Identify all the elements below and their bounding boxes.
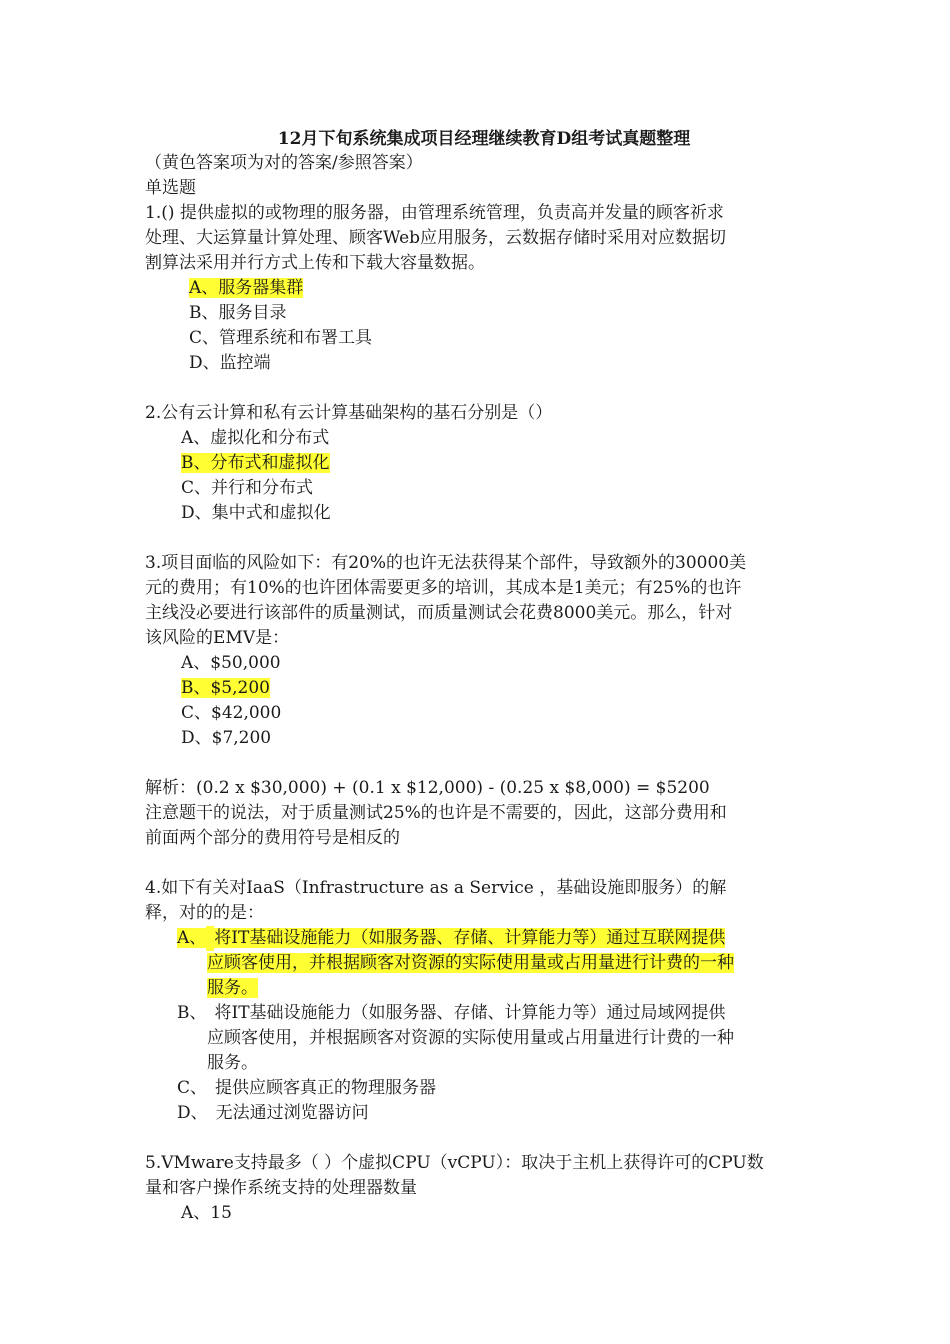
option-label: A、 — [177, 928, 207, 948]
question-text-line: 处理、大运算量计算处理、顾客Web应用服务，云数据存储时采用对应数据切 — [145, 228, 727, 248]
spacer — [145, 751, 815, 776]
option-label: B、 — [177, 1003, 207, 1023]
option-text-line: 提供应顾客真正的物理服务器 — [215, 1078, 437, 1098]
spacer — [145, 851, 815, 876]
question-text-line: 1.() 提供虚拟的或物理的服务器，由管理系统管理，负责高并发量的顾客祈求 — [145, 203, 724, 223]
analysis — [145, 776, 815, 851]
analysis-line: 前面两个部分的费用符号是相反的 — [145, 828, 400, 848]
option-a — [145, 926, 815, 1001]
correct-answer-highlight: B、分布式和虚拟化 — [181, 453, 330, 473]
spacer — [145, 526, 815, 551]
document-content — [145, 127, 815, 1226]
document-title: 12月下旬系统集成项目经理继续教育D组考试真题整理 — [277, 129, 691, 149]
correct-answer-highlight: B、$5,200 — [181, 678, 270, 698]
analysis-line: 解析：(0.2 x $30,000) + (0.1 x $12,000) - (0.25 x $8,000) = $5200 — [145, 778, 710, 798]
question-text-line: 元的费用；有10%的也许团体需要更多的培训，其成本是1美元；有25%的也许 — [145, 578, 742, 598]
analysis-line: 注意题干的说法，对于质量测试25%的也许是不需要的，因此，这部分费用和 — [145, 803, 727, 823]
question-text-line: 2.公有云计算和私有云计算基础架构的基石分别是（） — [145, 403, 553, 423]
question-text-line: 割算法采用并行方式上传和下载大容量数据。 — [145, 253, 485, 273]
question-5 — [145, 1151, 815, 1226]
option-a — [145, 276, 815, 301]
question-text-line: 量和客户操作系统支持的处理器数量 — [145, 1178, 417, 1198]
option-label: C、 — [177, 1078, 208, 1098]
correct-answer-highlight: 服务。 — [207, 978, 258, 998]
option-a: A、$50,000 — [181, 653, 281, 673]
option-text-line: 无法通过浏览器访问 — [215, 1103, 369, 1123]
option-a: A、虚拟化和分布式 — [181, 428, 330, 448]
option-c: C、并行和分布式 — [181, 478, 314, 498]
answer-note: （黄色答案项为对的答案/参照答案） — [145, 153, 423, 173]
question-3 — [145, 551, 815, 751]
question-text-line: 5.VMware支持最多（ ）个虚拟CPU（vCPU）：取决于主机上获得许可的CPU数 — [145, 1153, 764, 1173]
question-text-line: 3.项目面临的风险如下：有20%的也许无法获得某个部件，导致额外的30000美 — [145, 553, 747, 573]
option-a: A、15 — [181, 1203, 232, 1223]
option-text-line: 应顾客使用，并根据顾客对资源的实际使用量或占用量进行计费的一种 — [207, 1028, 734, 1048]
option-b — [145, 676, 815, 701]
option-b — [145, 1001, 815, 1076]
correct-answer-highlight: 将IT基础设施能力（如服务器、存储、计算能力等）通过互联网提供 — [214, 928, 726, 948]
question-text-line: 主线没必要进行该部件的质量测试，而质量测试会花费8000美元。那么，针对 — [145, 603, 733, 623]
question-4 — [145, 876, 815, 1126]
option-c — [145, 1076, 815, 1101]
spacer — [145, 376, 815, 401]
option-c: C、管理系统和布署工具 — [189, 328, 373, 348]
section-heading: 单选题 — [145, 178, 196, 198]
spacer — [145, 1126, 815, 1151]
option-text-line: 将IT基础设施能力（如服务器、存储、计算能力等）通过局域网提供 — [214, 1003, 726, 1023]
option-d: D、$7,200 — [181, 728, 272, 748]
correct-answer-highlight: 应顾客使用，并根据顾客对资源的实际使用量或占用量进行计费的一种 — [207, 953, 734, 973]
option-b: B、服务目录 — [189, 303, 287, 323]
option-label: D、 — [177, 1103, 208, 1123]
option-d: D、监控端 — [189, 353, 271, 373]
question-1 — [145, 201, 815, 376]
option-d: D、集中式和虚拟化 — [181, 503, 331, 523]
question-text-line: 释，对的的是： — [145, 903, 264, 923]
question-2 — [145, 401, 815, 526]
correct-answer-highlight: A、服务器集群 — [189, 278, 304, 298]
question-text-line: 4.如下有关对IaaS（Infrastructure as a Service ，基础设施即服务）的解 — [145, 878, 727, 898]
option-b — [145, 451, 815, 476]
question-text-line: 该风险的EMV是： — [145, 628, 290, 648]
option-c: C、$42,000 — [181, 703, 282, 723]
option-d — [145, 1101, 815, 1126]
option-text-line: 服务。 — [207, 1053, 258, 1073]
